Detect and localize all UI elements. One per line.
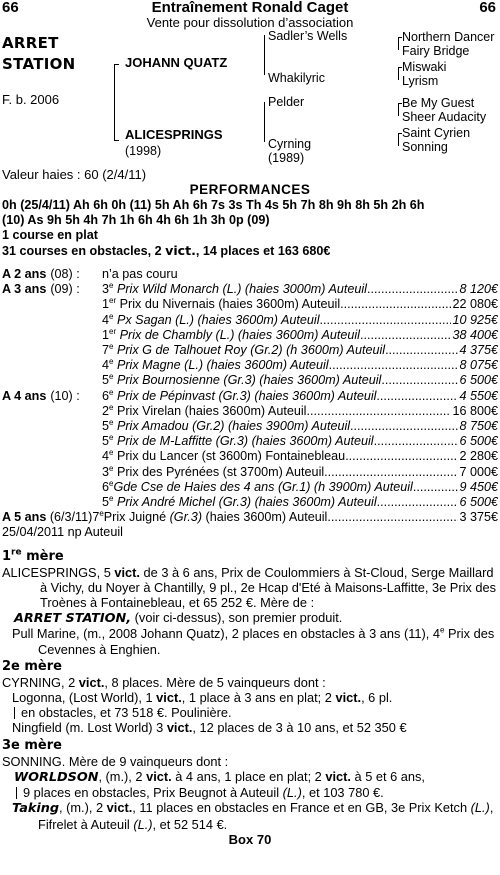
race-age <box>2 404 102 419</box>
dam-dam-year: (1989) <box>268 151 305 165</box>
horse-name <box>2 34 76 73</box>
bracket-line <box>264 102 265 142</box>
first-dam-title: 1re mère <box>2 547 64 564</box>
gg-1: Northern Dancer <box>402 30 495 44</box>
race-name: Prix de M-Laffitte (Gr.3) (haies 3600m) Auteuil <box>113 434 374 449</box>
race-name: Prix Bournosienne (Gr.3) (haies 3600m) Auteuil <box>113 373 382 388</box>
race-entry: 2e Prix Virelan (haies 3600m) Auteuil ..... 16 800€ <box>102 404 498 419</box>
race-entry: 5e Prix de M-Laffitte (Gr.3) (haies 3600m) Auteuil ..... 6 500€ <box>102 434 498 449</box>
last-race-note: 25/04/2011 np Auteuil <box>2 525 123 540</box>
race-name: Gde Cse de Haies des 4 ans (Gr.1) (h 3900m) Auteuil <box>113 479 413 494</box>
race-earnings: 8 750€ <box>459 419 498 434</box>
horse-info: F. b. 2006 <box>2 92 60 107</box>
race-age <box>2 358 102 373</box>
race-name: Prix G de Talhouet Roy (Gr.2) (h 3600m) Auteuil <box>113 343 386 358</box>
race-entry: 6e Prix de Pépinvast (Gr.3) (haies 3600m) Auteuil ..... 4 550€ <box>102 389 498 404</box>
race-earnings: 8 075€ <box>459 358 498 373</box>
race-entry: 3e Prix des Pyrénées (st 3700m) Auteuil ..... 7 000€ <box>102 465 498 480</box>
bracket-tick <box>114 140 119 141</box>
gg-7: Saint Cyrien <box>402 126 471 140</box>
race-age <box>2 297 102 312</box>
race-entry: 5e Prix Amadou (Gr.2) (haies 3900m) Auteuil ..... 8 750€ <box>102 419 498 434</box>
dam-dam: Cyrning <box>268 137 312 151</box>
page-subtitle: Vente pour dissolution d’association <box>146 15 354 30</box>
gg-5: Be My Guest <box>402 96 475 110</box>
race-age: A 5 ans <box>2 510 47 525</box>
race-earnings: 7 000€ <box>459 464 498 479</box>
dam-year: (1998) <box>125 144 162 158</box>
horse-name-line1: ARRET <box>2 34 59 52</box>
race-earnings: 6 500€ <box>459 434 498 449</box>
lot-number-right: 66 <box>479 0 496 16</box>
race-row <box>2 297 498 312</box>
second-dam-title: 2e mère <box>2 658 62 674</box>
obstacle-summary: 31 courses en obstacles, 2 vict., 14 places et 163 680€ <box>2 243 331 258</box>
offspring-ningfield: Ningfield (m. Lost World) 3 vict., 12 places de 3 à 10 ans, et 52 350 € <box>12 720 407 736</box>
race-entry: 3e Prix Wild Monarch (L.) (haies 3000m) Auteuil ..... 8 120€ <box>102 282 498 297</box>
gg-3: Miswaki <box>402 60 447 74</box>
product-pull-marine: Pull Marine, (m., 2008 Johann Quatz), 2 places en obstacles à 3 ans (11), 4e Prix des Cevennes à Enghien. <box>12 626 495 657</box>
race-entry: 6eGde Cse de Haies des 4 ans (Gr.1) (h 3900m) Auteuil ..... 9 450€ <box>102 480 498 495</box>
race-row <box>2 495 498 510</box>
race-row <box>2 480 498 495</box>
race-earnings: 9 450€ <box>459 479 498 494</box>
race-row <box>2 434 498 449</box>
race-earnings: 16 800€ <box>452 403 498 418</box>
race-age <box>2 373 102 388</box>
race-name: Prix du Lancer (st 3600m) Fontainebleau <box>113 449 346 464</box>
race-entry: 1er Prix de Chambly (L.) (haies 3600m) Auteuil ..... 38 400€ <box>102 328 498 343</box>
race-record <box>2 267 498 510</box>
dam-sire: Pelder <box>268 95 305 109</box>
race-earnings: 6 500€ <box>459 373 498 388</box>
page-title: Entraînement Ronald Caget <box>151 0 349 16</box>
race-earnings: 3 375€ <box>459 510 498 525</box>
race-row <box>2 510 498 525</box>
third-dam-text: SONNING. Mère de 9 vainqueurs dont : <box>2 753 229 769</box>
race-row <box>2 328 498 343</box>
race-earnings: 6 500€ <box>459 495 498 510</box>
offspring-logonna: Logonna, (Lost World), 1 vict., 1 place à 3 ans en plat; 2 vict., 6 pl. <box>12 690 393 706</box>
race-entry: 5e Prix André Michel (Gr.3) (haies 3600m) Auteuil ..... 6 500€ <box>102 495 498 510</box>
race-age <box>2 434 102 449</box>
bracket-line <box>398 37 399 50</box>
race-place: 7e <box>92 509 104 525</box>
race-name: Prix André Michel (Gr.3) (haies 3600m) Auteuil <box>113 495 377 510</box>
race-row <box>2 419 498 434</box>
race-entry: 1er Prix du Nivernais (haies 3600m) Auteuil ..... 22 080€ <box>102 297 498 312</box>
race-entry: 4e Px Sagan (L.) (haies 3600m) Auteuil ..... 10 925€ <box>102 313 498 328</box>
race-earnings: 22 080€ <box>452 297 498 312</box>
race-row <box>2 313 498 328</box>
race-age <box>2 495 102 510</box>
race-name: Px Sagan (L.) (haies 3600m) Auteuil <box>113 312 320 327</box>
page-header <box>2 0 498 17</box>
pedigree-chart <box>2 30 498 164</box>
first-dam-text: ALICESPRINGS, 5 vict. de 3 à 6 ans, Prix de Coulommiers à St-Cloud, Serge Maillard à Vichy, du Noyer à Chantilly, 9 pl., 2e Hcap d'Eté à Maisons-Laffitte, 3e Prix des Troènes à Fontainebleau, et 65 252 €. Mère de : <box>2 564 497 611</box>
race-row <box>2 465 498 480</box>
bracket-tick <box>114 64 119 65</box>
race-name: Prix Magne (L.) (haies 3600m) Auteuil <box>113 358 329 373</box>
race-name: Prix Wild Monarch (L.) (haies 3000m) Auteuil <box>113 282 367 297</box>
race-age <box>2 465 102 480</box>
offspring-worldson: WORLDSON, (m.), 2 vict. à 4 ans, 1 place en plat; 2 vict. à 5 et 6 ans, <box>14 768 425 785</box>
flat-summary: 1 course en plat <box>2 228 98 242</box>
race-row <box>2 267 498 282</box>
race-row <box>2 404 498 419</box>
race-age <box>2 449 102 464</box>
gg-4: Lyrism <box>402 74 439 88</box>
product-arret-station: ARRET STATION, (voir ci-dessus), son premier produit. <box>14 610 343 627</box>
offspring-worldson-cont: 9 places en obstacles, Prix Beugnot à Auteuil (L.), et 103 780 €. <box>2 785 498 800</box>
lot-number-left: 66 <box>2 0 19 16</box>
horse-name-line2: STATION <box>2 55 76 73</box>
gg-6: Sheer Audacity <box>402 110 487 124</box>
hurdle-rating: Valeur haies : 60 (2/4/11) <box>2 167 147 182</box>
race-name: Prix des Pyrénées (st 3700m) Auteuil <box>113 464 325 479</box>
sire-dam: Whakilyric <box>268 71 325 85</box>
race-name: n’a pas couru <box>102 267 178 281</box>
race-row <box>2 373 498 388</box>
race-name: Prix Amadou (Gr.2) (haies 3900m) Auteuil <box>113 419 351 434</box>
third-dam-title: 3e mère <box>2 737 62 753</box>
gg-8: Sonning <box>402 140 448 154</box>
race-age: A 2 ans (08) : <box>2 267 80 281</box>
race-age: A 4 ans (10) : <box>2 388 80 403</box>
race-age <box>2 480 102 495</box>
sire-name: JOHANN QUATZ <box>125 55 228 70</box>
race-earnings: 10 925€ <box>452 312 498 327</box>
race-row <box>2 358 498 373</box>
race-earnings: 8 120€ <box>459 282 498 297</box>
race-row <box>2 343 498 358</box>
bracket-line <box>398 103 399 116</box>
box-number: Box 70 <box>228 831 272 847</box>
race-earnings: 2 280€ <box>459 449 498 464</box>
dam-name: ALICESPRINGS <box>125 127 223 142</box>
race-earnings: 38 400€ <box>452 327 498 342</box>
race-entry: Prix Juigné (Gr.3) (haies 3600m) Auteuil ..... 3 375€ <box>104 510 498 525</box>
form-line-2: (10) As 9h 5h 4h 7h 1h 6h 4h 6h 1h 3h 0p (09) <box>2 213 270 227</box>
bracket-line <box>398 133 399 146</box>
race-row <box>2 389 498 404</box>
race-age: A 3 ans (09) : <box>2 282 80 297</box>
sire-sire: Sadler’s Wells <box>268 29 348 43</box>
race-age <box>2 313 102 328</box>
race-entry <box>102 267 498 282</box>
race-entry: 4e Prix du Lancer (st 3600m) Fontainebleau ..... 2 280€ <box>102 449 498 464</box>
gg-2: Fairy Bridge <box>402 44 470 58</box>
race-name: Prix Virelan (haies 3600m) Auteuil <box>113 403 307 418</box>
race-age <box>2 343 102 358</box>
race-entry: 4e Prix Magne (L.) (haies 3600m) Auteuil ..... 8 075€ <box>102 358 498 373</box>
second-dam-text: CYRNING, 2 vict., 8 places. Mère de 5 vainqueurs dont : <box>2 674 326 690</box>
bracket-line <box>398 67 399 80</box>
bracket-line <box>264 35 265 75</box>
race-entry: 7e Prix G de Talhouet Roy (Gr.2) (h 3600m) Auteuil ..... 4 375€ <box>102 343 498 358</box>
race-row <box>2 282 498 297</box>
race-age <box>2 328 102 343</box>
bracket-line <box>114 64 115 140</box>
offspring-taking: Taking, (m.), 2 vict., 11 places en obstacles en France et en GB, 3e Prix Ketch (L.), Fifrelet à Auteuil (L.), et 52 514 €. <box>12 800 494 832</box>
race-entry: 5e Prix Bournosienne (Gr.3) (haies 3600m) Auteuil ..... 6 500€ <box>102 373 498 388</box>
race-name: Prix de Chambly (L.) (haies 3600m) Auteuil <box>116 327 360 342</box>
form-line-1: 0h (25/4/11) Ah 6h 0h (11) 5h Ah 6h 7s 3s Th 4s 5h 7h 8h 9h 8h 5h 2h 6h <box>2 198 425 212</box>
performances-title: PERFORMANCES <box>189 182 311 197</box>
race-earnings: 4 550€ <box>459 388 498 403</box>
race-name: Prix du Nivernais (haies 3600m) Auteuil <box>116 297 341 312</box>
race-earnings: 4 375€ <box>459 343 498 358</box>
race-age <box>2 419 102 434</box>
offspring-logonna-cont: en obstacles, et 73 518 €. Poulinière. <box>2 705 498 720</box>
race-row <box>2 449 498 464</box>
race-name: Prix de Pépinvast (Gr.3) (haies 3600m) Auteuil <box>113 388 377 403</box>
race-year: (6/3/11) <box>49 510 93 525</box>
